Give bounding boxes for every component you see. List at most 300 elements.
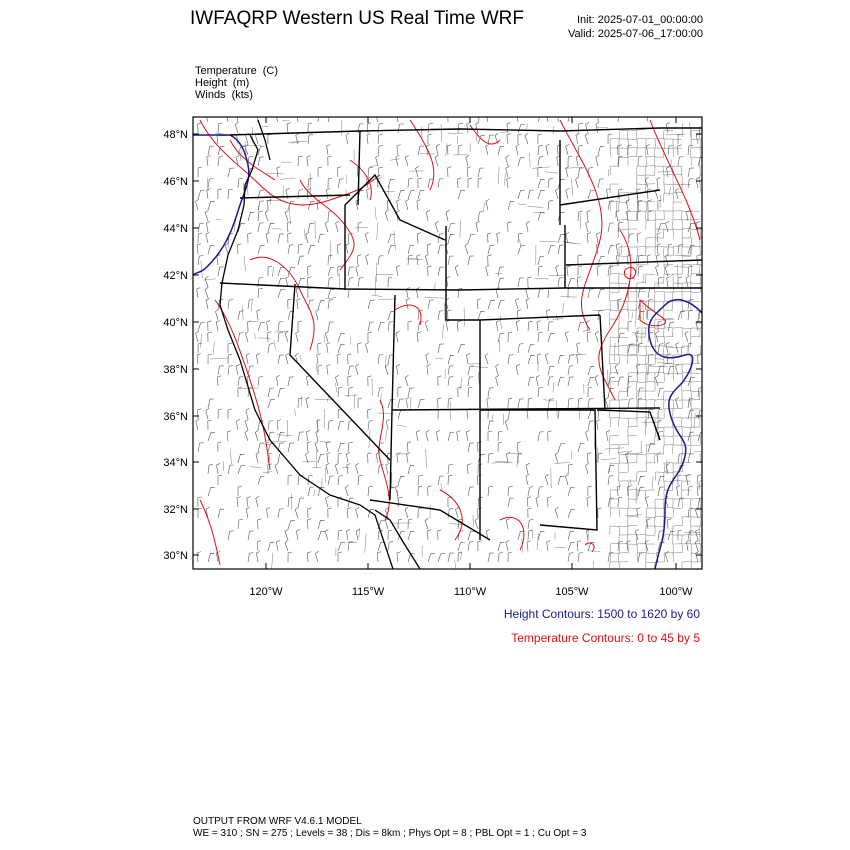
wind-barb	[538, 432, 544, 441]
county-line	[646, 156, 655, 166]
wind-barb	[228, 168, 234, 177]
wind-barb	[238, 454, 244, 463]
wind-barb	[488, 233, 492, 243]
wind-barb	[358, 475, 363, 485]
wind-barb	[348, 366, 354, 375]
wind-barb	[695, 540, 698, 551]
county-line	[610, 265, 619, 274]
wind-barb	[558, 355, 564, 364]
wind-barb	[508, 355, 513, 364]
county-line	[673, 400, 682, 409]
wind-barb	[478, 212, 484, 221]
wind-barb	[507, 123, 511, 134]
county-line	[630, 479, 631, 485]
wind-barb	[688, 343, 692, 353]
county-line	[646, 508, 655, 517]
wind-barb	[258, 323, 265, 332]
county-line	[637, 246, 646, 256]
county-line	[700, 175, 709, 184]
wind-barb	[285, 210, 288, 221]
wind-barb	[488, 453, 493, 463]
wind-barb	[275, 463, 278, 474]
wind-barb	[197, 552, 201, 562]
wind-barb	[545, 474, 548, 485]
county-line	[610, 346, 619, 355]
wind-barb	[558, 245, 564, 254]
wind-barb	[308, 487, 314, 496]
wind-barb	[638, 553, 644, 562]
wind-barb	[638, 156, 642, 166]
wind-barb	[568, 377, 574, 386]
county-line	[201, 261, 202, 279]
county-line	[690, 336, 700, 346]
wind-barb	[307, 277, 311, 287]
lat-label: 30°N	[163, 550, 188, 562]
wind-barb	[368, 167, 373, 177]
wind-barb	[686, 474, 690, 485]
wind-barb	[528, 344, 535, 353]
county-line	[664, 211, 673, 220]
wind-barb	[198, 343, 202, 353]
county-line	[645, 210, 655, 220]
wind-barb	[348, 267, 354, 276]
wind-barb	[697, 486, 701, 496]
wind-barb	[406, 397, 409, 408]
county-line	[211, 358, 229, 359]
wind-barb	[308, 508, 312, 518]
wind-barb	[407, 442, 411, 452]
wind-barb	[485, 353, 488, 364]
wind-barb	[448, 224, 455, 233]
wind-barb	[678, 157, 683, 166]
county-line	[628, 346, 637, 355]
county-line	[673, 480, 682, 490]
county-line	[610, 508, 619, 517]
county-line	[643, 273, 644, 282]
wind-barb	[496, 320, 500, 331]
wind-barb	[366, 254, 369, 265]
wind-barb	[288, 497, 293, 507]
wind-barb	[468, 366, 474, 375]
county-line	[619, 481, 628, 490]
county-line	[619, 444, 628, 454]
wind-barb	[647, 255, 651, 265]
wind-barb	[467, 123, 471, 134]
wind-barb	[538, 256, 544, 265]
wind-barb	[448, 167, 452, 177]
wind-barb	[308, 266, 312, 276]
wind-barb	[538, 332, 543, 342]
wind-barb	[278, 332, 283, 342]
county-line	[610, 463, 619, 472]
wind-barb	[395, 485, 398, 496]
county-line	[341, 120, 342, 136]
county-line	[354, 227, 368, 228]
county-line	[628, 418, 637, 427]
wind-barb	[358, 398, 362, 408]
county-line	[619, 274, 628, 283]
wind-barb	[218, 366, 224, 375]
wind-barb	[245, 419, 248, 430]
county-line	[375, 276, 376, 295]
wind-barb	[696, 177, 700, 188]
wind-barb	[368, 453, 372, 463]
wind-barb	[228, 465, 234, 474]
county-line	[421, 126, 422, 138]
county-line	[674, 267, 688, 268]
wind-barb	[526, 221, 530, 232]
wind-barb	[418, 508, 422, 518]
wind-barb	[405, 155, 408, 166]
wind-barb	[197, 354, 201, 364]
wind-barb	[326, 441, 330, 452]
wind-barb	[398, 190, 405, 199]
wind-barb	[488, 486, 493, 496]
wind-barb	[478, 168, 484, 177]
county-line	[663, 363, 673, 373]
wind-barb	[587, 453, 591, 463]
county-line	[637, 543, 646, 553]
wind-barb	[697, 475, 701, 485]
wind-barb	[677, 485, 681, 496]
county-line	[390, 159, 399, 160]
wind-barb	[528, 355, 535, 364]
wind-barb	[278, 388, 284, 397]
wind-barb	[608, 498, 614, 507]
wind-barb	[338, 345, 345, 354]
wind-barb	[398, 410, 405, 419]
wind-barb	[388, 399, 395, 408]
wind-barb	[488, 431, 492, 441]
wind-barb	[597, 266, 601, 277]
wind-barb	[268, 332, 272, 342]
county-line	[645, 391, 655, 400]
wind-barb	[468, 531, 475, 540]
wind-barb	[447, 145, 451, 155]
wind-barb	[448, 355, 454, 364]
county-line	[663, 445, 673, 454]
wind-barb	[208, 245, 215, 254]
wind-barb	[417, 255, 421, 266]
wind-barb	[668, 322, 674, 331]
wind-barb	[418, 475, 423, 485]
county-line	[700, 553, 709, 562]
county-line	[397, 425, 407, 426]
wind-barb	[505, 419, 508, 430]
wind-barb	[617, 486, 621, 496]
wind-barb	[465, 243, 468, 254]
wind-barb	[316, 309, 320, 320]
wind-barb	[528, 508, 532, 518]
wind-barb	[538, 487, 543, 496]
wind-barb	[518, 125, 525, 134]
county-line	[610, 543, 619, 553]
county-line	[636, 129, 646, 139]
county-line	[251, 300, 252, 311]
wind-barb	[686, 276, 690, 287]
wind-barb	[476, 122, 480, 133]
height-contour-note: Height Contours: 1500 to 1620 by 60	[503, 607, 700, 621]
temperature-contours	[200, 120, 700, 565]
wind-barb	[338, 409, 342, 419]
county-line	[636, 166, 646, 175]
county-line	[636, 382, 646, 391]
wind-barb	[246, 353, 250, 364]
wind-barb	[658, 344, 663, 353]
county-line	[201, 333, 202, 347]
county-line	[645, 535, 655, 544]
wind-barb	[498, 146, 504, 155]
wind-barb	[328, 156, 332, 166]
lat-label: 48°N	[163, 129, 188, 141]
county-line	[673, 229, 682, 238]
wind-barb	[268, 344, 273, 353]
wind-barb	[238, 519, 243, 529]
county-line	[691, 238, 692, 255]
wind-barb	[588, 399, 593, 409]
wind-barb	[196, 419, 199, 430]
wind-barb	[228, 531, 234, 540]
wind-barb	[328, 289, 335, 298]
wind-barb	[378, 542, 385, 551]
county-line	[478, 372, 479, 383]
county-line	[618, 553, 628, 562]
wind-barb	[197, 244, 201, 254]
county-line	[300, 355, 301, 361]
wind-barb	[356, 463, 359, 474]
wind-barb	[388, 542, 393, 551]
wind-barb	[285, 540, 288, 551]
wind-barb	[288, 377, 294, 386]
county-line	[690, 246, 700, 256]
county-line	[672, 327, 682, 337]
wind-barb	[528, 530, 533, 540]
wind-barb	[588, 289, 594, 298]
lon-label: 100°W	[659, 586, 693, 598]
wind-barb	[446, 320, 450, 331]
wind-barb	[288, 245, 294, 254]
wind-barb	[578, 123, 583, 133]
wind-barb	[615, 364, 618, 375]
county-line	[628, 301, 637, 310]
wind-barb	[466, 155, 469, 166]
wind-barb	[568, 553, 574, 562]
wind-barb	[567, 266, 571, 276]
county-line	[561, 296, 577, 297]
county-line	[553, 126, 554, 134]
lon-label: 105°W	[555, 586, 589, 598]
county-line	[628, 139, 637, 148]
wind-barb	[688, 224, 695, 233]
county-line	[664, 274, 673, 283]
wind-barb	[456, 507, 459, 518]
wind-barb	[578, 168, 584, 177]
wind-barb	[425, 320, 428, 331]
wind-barb	[268, 400, 275, 409]
county-line	[673, 408, 682, 418]
wind-barb	[438, 245, 444, 254]
wind-barb	[426, 210, 430, 221]
wind-barb	[507, 178, 511, 189]
wind-barb	[198, 190, 205, 199]
wind-barb	[586, 122, 590, 133]
county-line	[269, 455, 270, 461]
county-line	[655, 211, 664, 220]
wind-barb	[378, 256, 383, 265]
wind-barb	[408, 519, 412, 529]
county-line	[663, 130, 673, 139]
wind-barb	[228, 300, 233, 310]
county-line	[535, 278, 549, 279]
wind-barb	[576, 133, 580, 144]
wind-barb	[218, 123, 222, 133]
wind-barb	[587, 332, 591, 342]
county-line	[655, 499, 664, 508]
county-line	[652, 476, 653, 489]
wind-barb	[368, 486, 373, 496]
wind-barb	[577, 354, 581, 365]
lat-label: 38°N	[163, 364, 188, 376]
county-line	[263, 472, 273, 473]
county-line	[645, 328, 655, 337]
wind-barb	[377, 552, 381, 562]
county-line	[601, 459, 617, 460]
wind-barb	[558, 444, 565, 453]
wind-barb	[538, 289, 544, 298]
wind-barb	[528, 398, 532, 408]
county-line	[609, 435, 619, 445]
county-line	[335, 383, 336, 392]
wind-barb	[307, 156, 311, 167]
county-line	[280, 178, 295, 179]
wind-barb	[497, 232, 501, 243]
county-line	[618, 418, 628, 427]
wind-barb	[288, 475, 292, 485]
wind-barb	[556, 188, 559, 199]
wind-barb	[528, 377, 534, 386]
wind-barb	[468, 256, 474, 265]
county-line	[619, 219, 628, 229]
wind-barb	[496, 375, 499, 386]
county-line	[691, 399, 700, 409]
wind-barb	[658, 420, 662, 430]
county-line	[681, 167, 682, 186]
county-line	[274, 341, 275, 350]
wind-barb	[348, 542, 353, 552]
wind-barb	[448, 475, 452, 485]
wind-barb	[256, 496, 259, 507]
county-line	[682, 238, 691, 247]
wind-barb	[208, 420, 212, 430]
county-line	[646, 355, 655, 364]
wind-barb	[588, 387, 592, 397]
wind-barb	[528, 520, 533, 529]
wind-barb	[688, 168, 694, 177]
wind-barb	[506, 540, 510, 551]
wind-barb	[588, 411, 595, 420]
county-line	[646, 237, 655, 247]
county-line	[682, 498, 691, 508]
wind-barb	[448, 432, 454, 441]
wind-barb	[448, 310, 452, 320]
county-line	[672, 219, 682, 229]
wind-barb	[338, 421, 344, 430]
wind-barb	[546, 144, 550, 155]
county-line	[375, 207, 376, 220]
wind-barb	[676, 397, 680, 408]
wind-barb	[488, 300, 495, 309]
wind-barb	[308, 519, 312, 529]
county-line	[527, 206, 543, 207]
county-line	[691, 526, 700, 535]
county-line	[385, 356, 386, 369]
wind-barb	[418, 190, 424, 199]
wind-barb	[558, 278, 563, 288]
wind-barb	[468, 377, 473, 386]
wind-barb	[298, 156, 302, 166]
wind-barb	[268, 542, 274, 551]
wind-barb	[558, 377, 564, 386]
wind-barb	[318, 343, 322, 353]
county-line	[682, 228, 691, 238]
wind-barb	[618, 145, 622, 155]
wind-barb	[348, 376, 352, 386]
wind-barb	[268, 223, 275, 232]
wind-barb	[345, 485, 348, 496]
wind-barb	[416, 430, 420, 441]
wind-barb	[408, 255, 413, 265]
wind-barb	[208, 179, 213, 188]
county-line	[664, 139, 673, 148]
wind-barb	[578, 145, 583, 155]
wind-barb	[498, 442, 502, 452]
wind-barb	[516, 320, 520, 331]
county-line	[610, 166, 619, 175]
wind-barb	[285, 331, 288, 342]
county-line	[619, 355, 628, 364]
wind-barb	[668, 531, 675, 540]
wind-barb	[696, 133, 700, 144]
county-line	[394, 231, 395, 250]
wind-barb	[298, 498, 304, 507]
wind-barb	[446, 210, 450, 221]
wind-barb	[596, 155, 600, 166]
county-line	[664, 373, 673, 382]
wind-barb	[566, 188, 570, 199]
wind-barb	[477, 299, 481, 309]
wind-barb	[367, 134, 371, 145]
county-line	[627, 130, 637, 139]
wind-barb	[425, 254, 428, 265]
lat-label: 34°N	[163, 457, 188, 469]
county-line	[699, 265, 709, 274]
wind-barb	[647, 310, 651, 320]
wind-barb	[638, 289, 644, 298]
county-line	[664, 292, 673, 301]
wind-barb	[585, 133, 588, 144]
wind-barb	[638, 255, 643, 265]
wind-barb	[448, 553, 454, 562]
wind-barb	[346, 452, 350, 463]
wind-barb	[396, 331, 400, 342]
wind-barb	[565, 331, 568, 342]
county-line	[267, 441, 287, 442]
county-line	[636, 309, 637, 327]
county-line	[663, 346, 673, 355]
wind-barb	[586, 430, 589, 441]
wind-barb	[538, 145, 543, 155]
wind-barb	[326, 188, 330, 199]
